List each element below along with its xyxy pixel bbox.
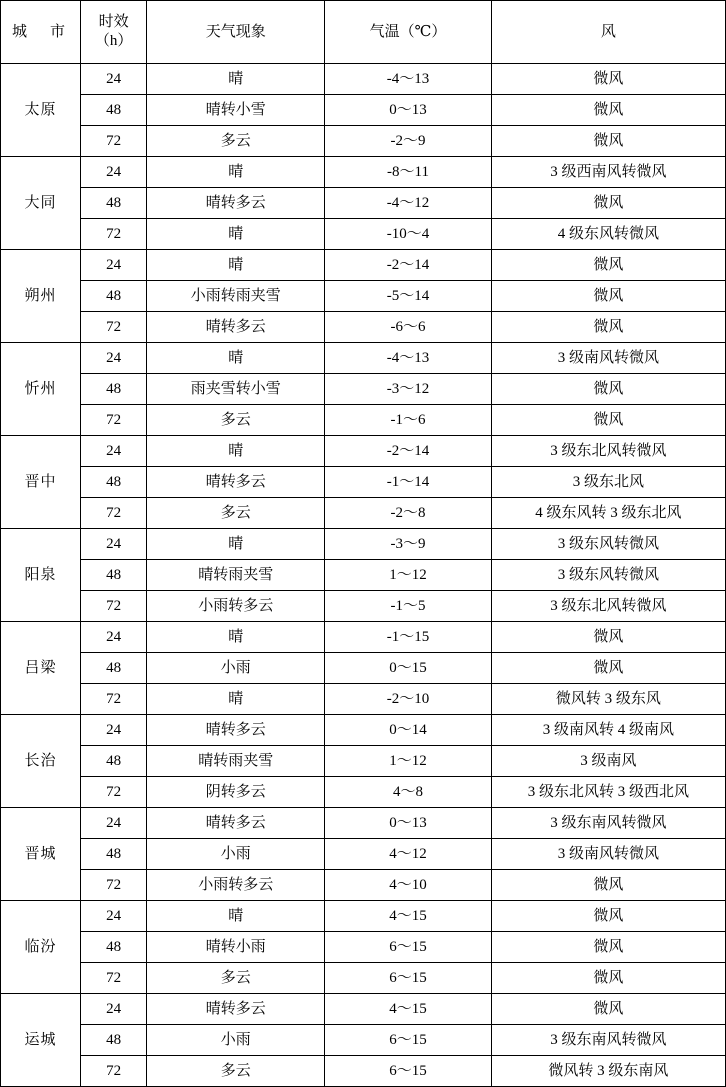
hours-cell: 48 xyxy=(81,95,147,126)
table-row xyxy=(1,219,726,250)
table-row xyxy=(1,436,726,467)
phenomenon-cell: 晴转雨夹雪 xyxy=(147,560,325,591)
table-row xyxy=(1,95,726,126)
table-row xyxy=(1,994,726,1025)
hours-cell: 72 xyxy=(81,684,147,715)
phenomenon-cell: 晴 xyxy=(147,901,325,932)
temperature-cell: -4～13 xyxy=(325,64,491,95)
phenomenon-cell: 多云 xyxy=(147,963,325,994)
phenomenon-cell: 晴 xyxy=(147,684,325,715)
hours-cell: 48 xyxy=(81,281,147,312)
temperature-cell: 4～12 xyxy=(325,839,491,870)
wind-cell: 微风 xyxy=(491,250,725,281)
temperature-cell: -1～5 xyxy=(325,591,491,622)
wind-cell: 3 级东风转微风 xyxy=(491,560,725,591)
hours-cell: 24 xyxy=(81,157,147,188)
phenomenon-cell: 晴转多云 xyxy=(147,715,325,746)
table-row xyxy=(1,1025,726,1056)
phenomenon-cell: 晴 xyxy=(147,436,325,467)
table-header-row xyxy=(1,1,726,64)
table-row xyxy=(1,653,726,684)
hours-cell: 24 xyxy=(81,622,147,653)
wind-cell: 微风 xyxy=(491,622,725,653)
table-row xyxy=(1,839,726,870)
hours-cell: 48 xyxy=(81,188,147,219)
wind-cell: 微风 xyxy=(491,963,725,994)
phenomenon-cell: 晴转雨夹雪 xyxy=(147,746,325,777)
wind-cell: 微风 xyxy=(491,95,725,126)
column-header-hours xyxy=(81,1,147,64)
hours-cell: 48 xyxy=(81,560,147,591)
table-row xyxy=(1,746,726,777)
phenomenon-cell: 多云 xyxy=(147,126,325,157)
hours-cell: 72 xyxy=(81,591,147,622)
wind-cell: 微风 xyxy=(491,901,725,932)
temperature-cell: 0～13 xyxy=(325,808,491,839)
phenomenon-cell: 晴转多云 xyxy=(147,312,325,343)
hours-cell: 48 xyxy=(81,653,147,684)
wind-cell: 3 级东南风转微风 xyxy=(491,1025,725,1056)
wind-cell: 微风 xyxy=(491,405,725,436)
hours-cell: 72 xyxy=(81,498,147,529)
wind-cell: 3 级东风转微风 xyxy=(491,529,725,560)
wind-cell: 4 级东风转微风 xyxy=(491,219,725,250)
hours-cell: 72 xyxy=(81,963,147,994)
hours-cell: 24 xyxy=(81,808,147,839)
phenomenon-cell: 多云 xyxy=(147,498,325,529)
phenomenon-cell: 阴转多云 xyxy=(147,777,325,808)
temperature-cell: 4～10 xyxy=(325,870,491,901)
column-header-hours-line2: （h） xyxy=(94,33,133,49)
city-cell: 阳泉 xyxy=(1,529,81,622)
hours-cell: 24 xyxy=(81,436,147,467)
city-cell: 长治 xyxy=(1,715,81,808)
temperature-cell: -2～8 xyxy=(325,498,491,529)
column-header-phenomenon: 天气现象 xyxy=(147,1,325,64)
table-row xyxy=(1,64,726,95)
table-row xyxy=(1,343,726,374)
phenomenon-cell: 小雨 xyxy=(147,653,325,684)
table-row xyxy=(1,622,726,653)
hours-cell: 72 xyxy=(81,405,147,436)
hours-cell: 48 xyxy=(81,746,147,777)
column-header-temperature: 气温（℃） xyxy=(325,1,491,64)
column-header-hours-line1: 时效 xyxy=(98,14,129,31)
hours-cell: 24 xyxy=(81,250,147,281)
hours-cell: 48 xyxy=(81,374,147,405)
temperature-cell: 6～15 xyxy=(325,932,491,963)
temperature-cell: 1～12 xyxy=(325,746,491,777)
phenomenon-cell: 晴 xyxy=(147,622,325,653)
wind-cell: 3 级西南风转微风 xyxy=(491,157,725,188)
city-cell: 太原 xyxy=(1,64,81,157)
temperature-cell: 0～14 xyxy=(325,715,491,746)
wind-cell: 微风 xyxy=(491,994,725,1025)
wind-cell: 3 级东北风转微风 xyxy=(491,591,725,622)
table-row xyxy=(1,157,726,188)
table-row xyxy=(1,901,726,932)
column-header-city: 城 市 xyxy=(1,1,81,64)
wind-cell: 微风 xyxy=(491,653,725,684)
temperature-cell: -8～11 xyxy=(325,157,491,188)
phenomenon-cell: 晴 xyxy=(147,64,325,95)
phenomenon-cell: 晴 xyxy=(147,219,325,250)
temperature-cell: -4～12 xyxy=(325,188,491,219)
wind-cell: 微风 xyxy=(491,870,725,901)
temperature-cell: -2～10 xyxy=(325,684,491,715)
phenomenon-cell: 晴 xyxy=(147,157,325,188)
hours-cell: 48 xyxy=(81,839,147,870)
column-header-wind: 风 xyxy=(491,1,725,64)
phenomenon-cell: 小雨 xyxy=(147,839,325,870)
table-row xyxy=(1,963,726,994)
phenomenon-cell: 小雨 xyxy=(147,1025,325,1056)
wind-cell: 4 级东风转 3 级东北风 xyxy=(491,498,725,529)
temperature-cell: -1～15 xyxy=(325,622,491,653)
table-row xyxy=(1,312,726,343)
phenomenon-cell: 晴 xyxy=(147,529,325,560)
hours-cell: 24 xyxy=(81,529,147,560)
temperature-cell: 6～15 xyxy=(325,963,491,994)
temperature-cell: -4～13 xyxy=(325,343,491,374)
phenomenon-cell: 多云 xyxy=(147,1056,325,1087)
hours-cell: 72 xyxy=(81,1056,147,1087)
hours-cell: 24 xyxy=(81,715,147,746)
table-row xyxy=(1,808,726,839)
table-row xyxy=(1,777,726,808)
table-row xyxy=(1,870,726,901)
temperature-cell: 6～15 xyxy=(325,1056,491,1087)
city-cell: 朔州 xyxy=(1,250,81,343)
city-cell: 晋城 xyxy=(1,808,81,901)
table-row xyxy=(1,684,726,715)
phenomenon-cell: 晴 xyxy=(147,250,325,281)
hours-cell: 24 xyxy=(81,994,147,1025)
phenomenon-cell: 晴转多云 xyxy=(147,467,325,498)
hours-cell: 72 xyxy=(81,219,147,250)
hours-cell: 72 xyxy=(81,312,147,343)
wind-cell: 微风 xyxy=(491,932,725,963)
temperature-cell: -10～4 xyxy=(325,219,491,250)
temperature-cell: 4～8 xyxy=(325,777,491,808)
table-row xyxy=(1,467,726,498)
temperature-cell: -2～9 xyxy=(325,126,491,157)
hours-cell: 48 xyxy=(81,932,147,963)
hours-cell: 24 xyxy=(81,343,147,374)
wind-cell: 微风 xyxy=(491,188,725,219)
hours-cell: 24 xyxy=(81,901,147,932)
wind-cell: 微风 xyxy=(491,374,725,405)
temperature-cell: -6～6 xyxy=(325,312,491,343)
table-row xyxy=(1,405,726,436)
temperature-cell: -1～14 xyxy=(325,467,491,498)
city-cell: 大同 xyxy=(1,157,81,250)
wind-cell: 3 级东北风 xyxy=(491,467,725,498)
wind-cell: 微风转 3 级东南风 xyxy=(491,1056,725,1087)
table-row xyxy=(1,126,726,157)
table-row xyxy=(1,188,726,219)
temperature-cell: -3～9 xyxy=(325,529,491,560)
phenomenon-cell: 晴 xyxy=(147,343,325,374)
hours-cell: 72 xyxy=(81,777,147,808)
wind-cell: 3 级东南风转微风 xyxy=(491,808,725,839)
wind-cell: 微风 xyxy=(491,281,725,312)
city-cell: 运城 xyxy=(1,994,81,1087)
wind-cell: 微风转 3 级东风 xyxy=(491,684,725,715)
city-cell: 忻州 xyxy=(1,343,81,436)
table-body xyxy=(1,64,726,1087)
phenomenon-cell: 小雨转多云 xyxy=(147,870,325,901)
hours-cell: 48 xyxy=(81,467,147,498)
wind-cell: 微风 xyxy=(491,64,725,95)
wind-cell: 3 级东北风转微风 xyxy=(491,436,725,467)
temperature-cell: 6～15 xyxy=(325,1025,491,1056)
temperature-cell: 0～13 xyxy=(325,95,491,126)
temperature-cell: -3～12 xyxy=(325,374,491,405)
hours-cell: 24 xyxy=(81,64,147,95)
wind-cell: 微风 xyxy=(491,126,725,157)
phenomenon-cell: 晴转小雨 xyxy=(147,932,325,963)
wind-cell: 微风 xyxy=(491,312,725,343)
phenomenon-cell: 晴转多云 xyxy=(147,808,325,839)
temperature-cell: 1～12 xyxy=(325,560,491,591)
phenomenon-cell: 晴转多云 xyxy=(147,188,325,219)
temperature-cell: 4～15 xyxy=(325,994,491,1025)
table-row xyxy=(1,560,726,591)
table-row xyxy=(1,250,726,281)
phenomenon-cell: 雨夹雪转小雪 xyxy=(147,374,325,405)
hours-cell: 48 xyxy=(81,1025,147,1056)
temperature-cell: 4～15 xyxy=(325,901,491,932)
temperature-cell: 0～15 xyxy=(325,653,491,684)
hours-cell: 72 xyxy=(81,870,147,901)
temperature-cell: -1～6 xyxy=(325,405,491,436)
table-header xyxy=(1,1,726,64)
table-row xyxy=(1,374,726,405)
temperature-cell: -5～14 xyxy=(325,281,491,312)
table-row xyxy=(1,591,726,622)
phenomenon-cell: 晴转小雪 xyxy=(147,95,325,126)
temperature-cell: -2～14 xyxy=(325,250,491,281)
table-row xyxy=(1,715,726,746)
wind-cell: 3 级南风转微风 xyxy=(491,343,725,374)
table-row xyxy=(1,281,726,312)
temperature-cell: -2～14 xyxy=(325,436,491,467)
wind-cell: 3 级南风 xyxy=(491,746,725,777)
table-row xyxy=(1,498,726,529)
table-row xyxy=(1,1056,726,1087)
table-row xyxy=(1,529,726,560)
table-row xyxy=(1,932,726,963)
phenomenon-cell: 晴转多云 xyxy=(147,994,325,1025)
wind-cell: 3 级东北风转 3 级西北风 xyxy=(491,777,725,808)
phenomenon-cell: 小雨转多云 xyxy=(147,591,325,622)
city-cell: 临汾 xyxy=(1,901,81,994)
wind-cell: 3 级南风转微风 xyxy=(491,839,725,870)
phenomenon-cell: 多云 xyxy=(147,405,325,436)
wind-cell: 3 级南风转 4 级南风 xyxy=(491,715,725,746)
city-cell: 晋中 xyxy=(1,436,81,529)
city-cell: 吕梁 xyxy=(1,622,81,715)
hours-cell: 72 xyxy=(81,126,147,157)
phenomenon-cell: 小雨转雨夹雪 xyxy=(147,281,325,312)
